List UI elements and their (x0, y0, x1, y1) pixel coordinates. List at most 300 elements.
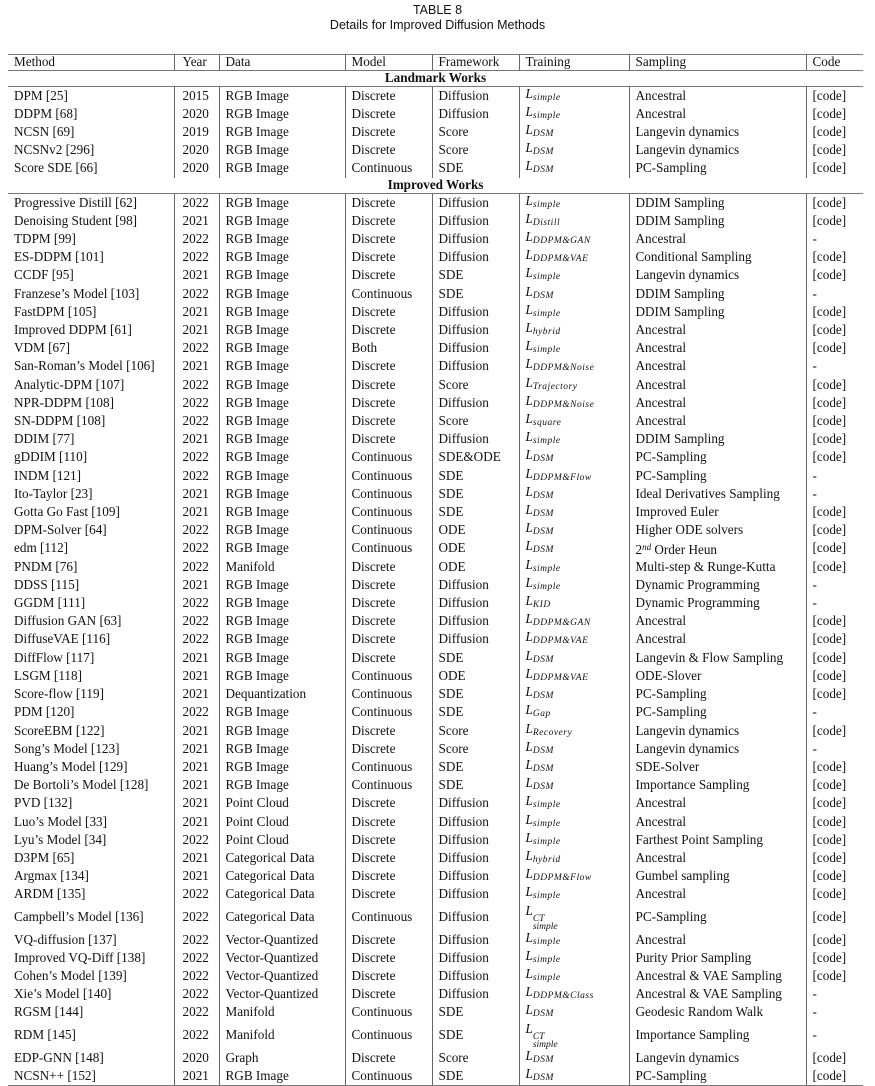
cell-method: EDP-GNN [148] (14, 1049, 104, 1065)
cell-data: Categorical Data (219, 849, 345, 867)
code-link[interactable]: [code] (806, 831, 863, 849)
cell-training (519, 758, 629, 776)
cell-method: Song’s Model [123] (14, 740, 120, 756)
code-link[interactable]: [code] (806, 1049, 863, 1067)
cell-framework: Diffusion (432, 321, 519, 339)
sampling-text: Ancestral (635, 813, 687, 829)
code-unavailable: - (806, 594, 863, 612)
cell-sampling (629, 266, 806, 284)
code-link[interactable]: [code] (806, 86, 863, 105)
cell-framework: SDE (432, 1022, 519, 1049)
loss-subscript: DSM (532, 454, 554, 465)
loss-symbol: L (525, 866, 533, 882)
loss-symbol: L (525, 629, 533, 645)
loss-symbol: L (525, 140, 533, 156)
sampling-text: Ancestral (635, 340, 687, 356)
cell-year: 2021 (174, 867, 219, 885)
cell-data: RGB Image (219, 105, 345, 123)
cell-method: Improved VQ-Diff [138] (14, 949, 146, 965)
cell-year: 2022 (174, 248, 219, 266)
loss-script (533, 915, 558, 931)
cell-data: RGB Image (219, 740, 345, 758)
cell-data: Categorical Data (219, 885, 345, 903)
cell-year: 2021 (174, 321, 219, 339)
table-row (8, 193, 863, 212)
loss-subscript: DSM (532, 763, 554, 774)
cell-data: RGB Image (219, 339, 345, 357)
code-link[interactable]: [code] (806, 885, 863, 903)
cell-sampling (629, 1067, 806, 1086)
loss-symbol: L (525, 556, 533, 572)
code-link[interactable]: [code] (806, 1067, 863, 1086)
cell-method: Huang’s Model [129] (14, 758, 128, 774)
cell-method: DiffuseVAE [116] (14, 631, 111, 647)
loss-formula (526, 930, 561, 945)
cell-sampling (629, 776, 806, 794)
code-link[interactable]: [code] (806, 212, 863, 230)
cell-data: RGB Image (219, 630, 345, 648)
section-header-row (8, 70, 863, 86)
cell-framework: Diffusion (432, 849, 519, 867)
cell-method: Xie’s Model [140] (14, 986, 112, 1002)
cell-data: RGB Image (219, 448, 345, 466)
cell-sampling (629, 86, 806, 105)
table-row (8, 266, 863, 284)
cell-training (519, 503, 629, 521)
cell-model: Continuous (345, 776, 432, 794)
loss-subscript: DSM (532, 745, 554, 756)
cell-method: Progressive Distill [62] (14, 194, 138, 210)
cell-data: RGB Image (219, 703, 345, 721)
cell-year: 2022 (174, 630, 219, 648)
cell-method: ScoreEBM [122] (14, 722, 105, 738)
table-row (8, 630, 863, 648)
cell-data: RGB Image (219, 485, 345, 503)
code-link[interactable]: [code] (806, 123, 863, 141)
code-link[interactable]: [code] (806, 904, 863, 931)
cell-sampling (629, 159, 806, 177)
loss-subscript: DDPM&Class (532, 991, 594, 1002)
cell-framework: ODE (432, 667, 519, 685)
cell-sampling (629, 321, 806, 339)
code-link[interactable]: [code] (806, 931, 863, 949)
cell-year: 2021 (174, 1067, 219, 1086)
loss-subscript: DDPM&GAN (532, 618, 591, 629)
code-link[interactable]: [code] (806, 521, 863, 539)
cell-data: RGB Image (219, 123, 345, 141)
sampling-text: DDIM Sampling (635, 303, 725, 319)
loss-formula (526, 193, 561, 208)
cell-model: Discrete (345, 430, 432, 448)
cell-data: RGB Image (219, 503, 345, 521)
code-unavailable: - (806, 985, 863, 1003)
table-row (8, 722, 863, 740)
loss-subscript: DDPM&GAN (532, 236, 591, 247)
cell-sampling (629, 667, 806, 685)
loss-subscript: DSM (532, 1054, 554, 1065)
cell-method: NCSN++ [152] (8, 1067, 174, 1086)
cell-training (519, 412, 629, 430)
cell-training (519, 931, 629, 949)
cell-method: PDM [120] (14, 704, 75, 720)
loss-subscript: Trajectory (532, 381, 578, 392)
loss-subscript: DSM (532, 1072, 554, 1083)
loss-subscript: simple (532, 1039, 558, 1050)
cell-year: 2022 (174, 985, 219, 1003)
cell-sampling (629, 967, 806, 985)
loss-subscript: DSM (532, 782, 554, 793)
cell-training (519, 722, 629, 740)
loss-subscript: Distill (532, 217, 561, 228)
cell-model: Discrete (345, 813, 432, 831)
table-row (8, 230, 863, 248)
loss-symbol: L (525, 965, 533, 981)
table-row (8, 885, 863, 903)
cell-framework: Diffusion (432, 885, 519, 903)
code-link[interactable]: [code] (806, 394, 863, 412)
cell-model: Discrete (345, 266, 432, 284)
code-link[interactable]: [code] (806, 159, 863, 177)
loss-formula (525, 775, 554, 793)
code-unavailable: - (806, 740, 863, 758)
loss-superscript: CT (532, 913, 545, 924)
cell-sampling (629, 105, 806, 123)
table-row (8, 105, 863, 123)
code-link[interactable]: [code] (806, 685, 863, 703)
table-row (8, 141, 863, 159)
cell-data: Vector-Quantized (219, 949, 345, 967)
loss-symbol: L (525, 593, 533, 609)
code-link[interactable]: [code] (806, 949, 863, 967)
sampling-text: Ancestral (635, 394, 687, 410)
cell-data: Manifold (219, 558, 345, 576)
table-row (8, 86, 863, 105)
loss-subscript: DSM (532, 147, 554, 158)
cell-data: Dequantization (219, 685, 345, 703)
cell-sampling (629, 703, 806, 721)
cell-training (519, 303, 629, 321)
cell-method: DPM [25] (14, 87, 68, 103)
cell-method: Campbell’s Model [136] (14, 908, 144, 924)
cell-training (519, 904, 629, 931)
code-link[interactable]: [code] (806, 849, 863, 867)
cell-model: Discrete (345, 376, 432, 394)
cell-model: Discrete (345, 193, 432, 212)
loss-symbol: L (525, 811, 533, 827)
cell-model: Discrete (345, 576, 432, 594)
cell-training (519, 794, 629, 812)
loss-symbol: L (525, 447, 533, 463)
loss-subscript: KID (532, 600, 551, 611)
cell-framework: Diffusion (432, 594, 519, 612)
cell-data: RGB Image (219, 667, 345, 685)
cell-sampling (629, 193, 806, 212)
cell-framework: Diffusion (432, 86, 519, 105)
cell-framework: SDE (432, 685, 519, 703)
code-link[interactable]: [code] (806, 339, 863, 357)
table-row (8, 867, 863, 885)
cell-data: RGB Image (219, 193, 345, 212)
cell-sampling (629, 412, 806, 430)
loss-subscript: DSM (532, 165, 554, 176)
loss-subscript: hybrid (532, 327, 561, 338)
table-row (8, 849, 863, 867)
cell-method: Ito-Taylor [23] (14, 485, 93, 501)
loss-symbol: L (525, 247, 533, 263)
cell-year: 2020 (174, 141, 219, 159)
cell-sampling (629, 594, 806, 612)
cell-year: 2022 (174, 448, 219, 466)
cell-model: Discrete (345, 849, 432, 867)
loss-formula (526, 122, 554, 137)
loss-symbol: L (525, 756, 533, 772)
code-link[interactable]: [code] (806, 630, 863, 648)
loss-symbol: L (525, 356, 533, 372)
cell-year: 2022 (174, 285, 219, 303)
loss-subscript: simple (532, 345, 561, 356)
loss-subscript: simple (532, 921, 558, 932)
loss-formula (525, 338, 561, 356)
cell-data: RGB Image (219, 266, 345, 284)
cell-training (519, 1022, 629, 1049)
cell-method: DDPM [68] (14, 105, 78, 121)
sampling-text: PC-Sampling (635, 467, 707, 483)
cell-framework: Diffusion (432, 813, 519, 831)
code-link[interactable]: [code] (806, 105, 863, 123)
loss-formula (525, 229, 591, 247)
cell-framework: SDE (432, 703, 519, 721)
sampling-text: Ancestral (635, 795, 687, 811)
loss-symbol: L (525, 502, 533, 518)
code-link[interactable]: [code] (806, 412, 863, 430)
code-link[interactable]: [code] (806, 303, 863, 321)
cell-model: Discrete (345, 949, 432, 967)
cell-year: 2021 (174, 357, 219, 375)
code-link[interactable]: [code] (806, 667, 863, 685)
cell-year: 2019 (174, 123, 219, 141)
cell-year: 2020 (174, 1049, 219, 1067)
code-link[interactable]: [code] (806, 558, 863, 576)
loss-subscript: DSM (532, 545, 554, 556)
cell-sampling (629, 430, 806, 448)
cell-method: DPM-Solver [64] (14, 522, 107, 538)
cell-method: gDDIM [110] (14, 449, 88, 465)
loss-formula (525, 411, 562, 429)
table-row (8, 159, 863, 177)
loss-formula (525, 1002, 554, 1020)
cell-training (519, 266, 629, 284)
code-link[interactable]: [code] (806, 867, 863, 885)
cell-data: RGB Image (219, 521, 345, 539)
cell-framework: Score (432, 141, 519, 159)
code-link[interactable]: [code] (806, 794, 863, 812)
cell-year: 2022 (174, 1022, 219, 1049)
code-link[interactable]: [code] (806, 649, 863, 667)
table-number: TABLE 8 (412, 3, 463, 17)
loss-symbol: L (525, 829, 533, 845)
code-link[interactable]: [code] (806, 376, 863, 394)
cell-framework: SDE&ODE (432, 448, 519, 466)
cell-framework: ODE (432, 558, 519, 576)
sampling-text: Ancestral (635, 613, 687, 629)
cell-framework: Diffusion (432, 985, 519, 1003)
cell-sampling (629, 612, 806, 630)
cell-sampling (629, 448, 806, 466)
cell-data: RGB Image (219, 594, 345, 612)
cell-year: 2022 (174, 949, 219, 967)
code-link[interactable]: [code] (806, 776, 863, 794)
loss-formula (525, 356, 595, 374)
cell-training (519, 539, 629, 557)
cell-sampling (629, 285, 806, 303)
cell-sampling (629, 303, 806, 321)
code-unavailable: - (806, 1003, 863, 1021)
cell-training (519, 86, 629, 105)
loss-script (533, 1033, 558, 1049)
cell-data: RGB Image (219, 649, 345, 667)
cell-year: 2021 (174, 649, 219, 667)
cell-framework: Diffusion (432, 931, 519, 949)
cell-training (519, 394, 629, 412)
loss-symbol: L (525, 665, 533, 681)
cell-method: Gotta Go Fast [109] (14, 504, 120, 520)
cell-year: 2021 (174, 813, 219, 831)
cell-training (519, 630, 629, 648)
loss-symbol: L (525, 1047, 533, 1063)
cell-framework: SDE (432, 266, 519, 284)
cell-model: Discrete (345, 649, 432, 667)
cell-sampling (629, 248, 806, 266)
loss-formula (526, 86, 561, 101)
header-method: Method (8, 55, 174, 71)
cell-method: Franzese’s Model [103] (14, 285, 140, 301)
loss-formula (526, 302, 561, 317)
cell-method: NCSNv2 [296] (14, 142, 95, 158)
cell-method: Argmax [134] (14, 868, 89, 884)
cell-model: Continuous (345, 1067, 432, 1086)
sampling-text: Dynamic Programming (635, 595, 760, 611)
cell-year: 2022 (174, 1003, 219, 1021)
loss-symbol: L (525, 720, 533, 736)
sampling-text: Order Heun (651, 541, 718, 557)
cell-year: 2021 (174, 685, 219, 703)
cell-training (519, 576, 629, 594)
cell-sampling (629, 867, 806, 885)
sampling-text: Langevin dynamics (635, 142, 740, 158)
cell-training (519, 1049, 629, 1067)
cell-year: 2021 (174, 758, 219, 776)
loss-formula (525, 902, 558, 932)
code-link[interactable]: [code] (806, 967, 863, 985)
loss-subscript: DDPM&Noise (532, 363, 595, 374)
cell-method: SN-DDPM [108] (14, 413, 106, 429)
loss-formula (526, 393, 595, 408)
cell-framework: SDE (432, 467, 519, 485)
cell-method: DiffFlow [117] (14, 649, 95, 665)
table-row (8, 212, 863, 230)
loss-formula (525, 447, 554, 465)
sampling-prefix: 2 (635, 541, 643, 557)
cell-data: Vector-Quantized (219, 985, 345, 1003)
code-link[interactable]: [code] (806, 612, 863, 630)
sampling-text: Improved Euler (635, 504, 719, 520)
sampling-text: DDIM Sampling (635, 285, 725, 301)
cell-year: 2022 (174, 612, 219, 630)
cell-year: 2021 (174, 849, 219, 867)
loss-formula (526, 757, 554, 772)
sampling-text: PC-Sampling (635, 1067, 707, 1083)
cell-framework: SDE (432, 776, 519, 794)
loss-formula (526, 557, 561, 572)
cell-framework: Diffusion (432, 831, 519, 849)
table-row (8, 285, 863, 303)
code-link[interactable]: [code] (806, 448, 863, 466)
code-link[interactable]: [code] (806, 503, 863, 521)
cell-framework: Diffusion (432, 576, 519, 594)
loss-formula (525, 984, 594, 1002)
cell-training (519, 485, 629, 503)
code-link[interactable]: [code] (806, 813, 863, 831)
table-row (8, 123, 863, 141)
loss-subscript: simple (532, 891, 561, 902)
cell-year: 2022 (174, 931, 219, 949)
loss-symbol: L (525, 465, 533, 481)
loss-subscript: DDPM&VAE (532, 254, 589, 265)
code-link[interactable]: [code] (806, 248, 863, 266)
cell-model: Continuous (345, 667, 432, 685)
sampling-text: Higher ODE solvers (635, 522, 744, 538)
sampling-text: PC-Sampling (635, 908, 707, 924)
cell-method: edm [112] (14, 540, 69, 556)
loss-formula (525, 593, 551, 611)
cell-model: Discrete (345, 831, 432, 849)
code-link[interactable]: [code] (806, 321, 863, 339)
code-link[interactable]: [code] (806, 193, 863, 212)
loss-subscript: DSM (532, 527, 554, 538)
cell-model: Discrete (345, 740, 432, 758)
table-row (8, 794, 863, 812)
sampling-text: Langevin & Flow Sampling (635, 649, 784, 665)
code-link[interactable]: [code] (806, 266, 863, 284)
cell-method: VQ-diffusion [137] (14, 931, 117, 947)
cell-data: RGB Image (219, 776, 345, 794)
loss-symbol: L (525, 902, 533, 918)
cell-training (519, 558, 629, 576)
cell-training (519, 985, 629, 1003)
table-row (8, 1049, 863, 1067)
cell-model: Discrete (345, 612, 432, 630)
code-link[interactable]: [code] (806, 141, 863, 159)
cell-model: Discrete (345, 722, 432, 740)
section-header-row (8, 178, 863, 194)
code-link[interactable]: [code] (806, 539, 863, 557)
code-unavailable: - (806, 485, 863, 503)
loss-symbol: L (525, 884, 533, 900)
cell-method: DDIM [77] (14, 431, 75, 447)
code-link[interactable]: [code] (806, 758, 863, 776)
cell-method: San-Roman’s Model [106] (14, 358, 155, 374)
loss-symbol: L (525, 374, 533, 390)
code-link[interactable]: [code] (806, 722, 863, 740)
table-row (8, 1003, 863, 1021)
loss-formula (526, 375, 578, 390)
table-row (8, 303, 863, 321)
table-row (8, 740, 863, 758)
code-unavailable: - (806, 703, 863, 721)
loss-symbol: L (525, 684, 533, 700)
table-row (8, 594, 863, 612)
code-link[interactable]: [code] (806, 430, 863, 448)
